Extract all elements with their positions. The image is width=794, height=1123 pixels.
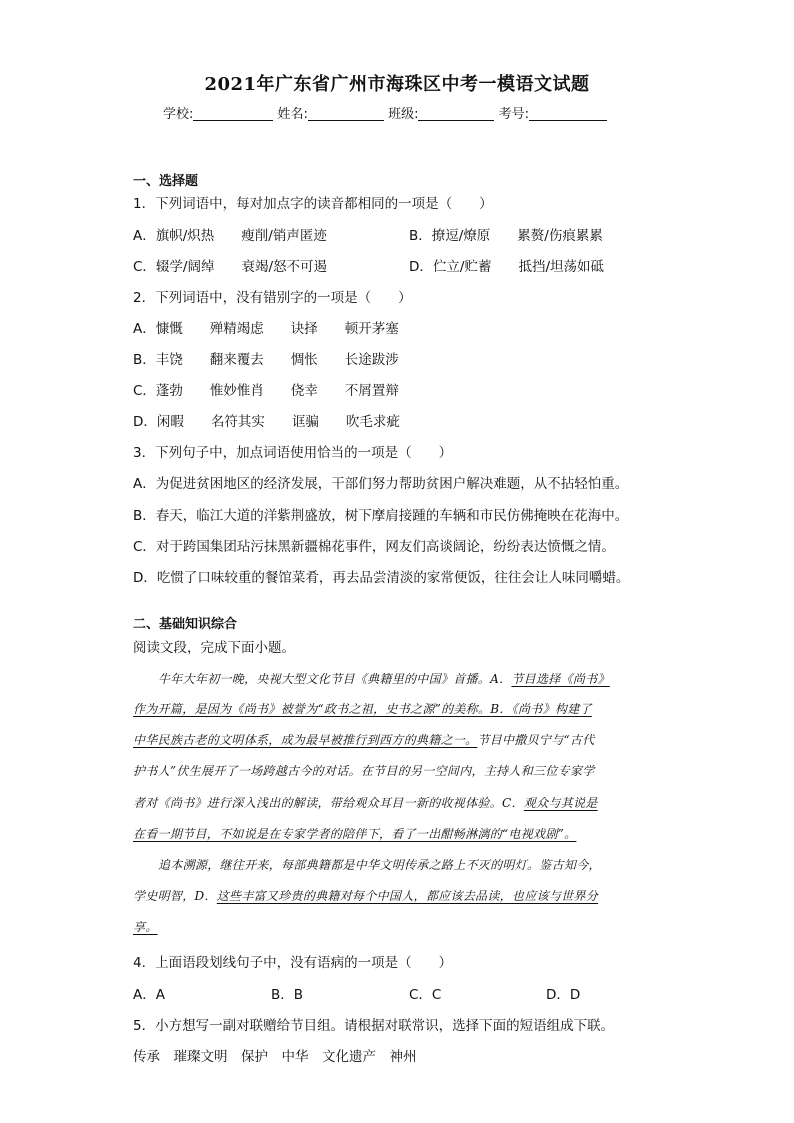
- q3-stem: 3．下列句子中，加点词语使用恰当的一项是（ ）: [133, 445, 453, 461]
- passage-text: 节目中撒贝宁与“古代: [477, 733, 595, 747]
- underlined-sentence-d: 这些丰富又珍贵的典籍对每个中国人，都应该去品读，也应该与世界分: [216, 889, 599, 903]
- passage-line-3: [133, 731, 595, 748]
- q4-stem: 4．上面语段划线句子中，没有语病的一项是（ ）: [133, 955, 453, 971]
- q5-stem: 5．小方想写一副对联赠给节目组。请根据对联常识，选择下面的短语组成下联。: [133, 1018, 615, 1034]
- q4-option-b[interactable]: B．B: [271, 987, 304, 1003]
- q3-option-b[interactable]: B．春天，临江大道的洋紫荆盛放，树下摩肩接踵的车辆和市民仿佛掩映在花海中。: [133, 508, 629, 524]
- passage-line-2: [133, 700, 592, 717]
- school-label: 学校:: [163, 107, 194, 122]
- page-title: 2021年广东省广州市海珠区中考一模语文试题: [204, 74, 590, 95]
- passage-line-4: 护书人”伏生展开了一场跨越古今的对话。在节目的另一空间内，主持人和三位专家学: [133, 764, 595, 778]
- q4-option-d[interactable]: D．D: [546, 987, 581, 1003]
- q2-option-d[interactable]: D．闲暇 名符其实 诓骗 吹毛求疵: [133, 414, 400, 430]
- underlined-sentence-b: B．《尚书》构建了: [490, 702, 592, 716]
- passage-text: 牛年大年初一晚，央视大型文化节目《典籍里的中国》首播。A．: [158, 672, 512, 686]
- passage-line-9: 享。: [133, 920, 158, 934]
- exam-no-label: 考号:: [498, 107, 529, 122]
- q2-option-b[interactable]: B．丰饶 翻来覆去 惆怅 长途跋涉: [133, 352, 399, 368]
- underlined-sentence-c: 观众与其说是: [523, 796, 598, 810]
- q1-option-b[interactable]: B．撩逗/燎原 累赘/伤痕累累: [409, 228, 603, 244]
- q4-option-a[interactable]: A．A: [133, 987, 165, 1003]
- q2-option-a[interactable]: A．慷慨 殚精竭虑 诀择 顿开茅塞: [133, 321, 399, 337]
- passage-line-7: 追本溯源，继往开来，每部典籍都是中华文明传承之路上不灭的明灯。鉴古知今，: [158, 858, 601, 872]
- class-blank[interactable]: [418, 106, 494, 121]
- q1-option-a[interactable]: A．旗帜/炽热 瘦削/销声匿迹: [133, 228, 327, 244]
- q1-stem: 1．下列词语中，每对加点字的读音都相同的一项是（ ）: [133, 196, 493, 212]
- q2-stem: 2．下列词语中，没有错别字的一项是（ ）: [133, 290, 412, 306]
- q4-option-c[interactable]: C．C: [409, 987, 442, 1003]
- underlined-sentence-b: 中华民族古老的文明体系，成为最早被推行到西方的典籍之一。: [133, 733, 478, 747]
- passage-line-5: [133, 794, 598, 811]
- student-info-line: [163, 103, 607, 122]
- q1-option-c[interactable]: C．辍学/阔绰 衰竭/怒不可遏: [133, 259, 328, 275]
- section2-intro: 阅读文段，完成下面小题。: [133, 640, 295, 656]
- passage-text: 学史明智，D．: [133, 889, 217, 903]
- passage-text: 者对《尚书》进行深入浅出的解读，带给观众耳目一新的收视体验。C．: [133, 796, 524, 810]
- q1-option-d[interactable]: D．伫立/贮蓄 抵挡/坦荡如砥: [409, 259, 604, 275]
- section2-heading: 二、基础知识综合: [133, 617, 238, 632]
- exam-no-blank[interactable]: [529, 106, 607, 121]
- q3-option-d[interactable]: D．吃惯了口味较重的餐馆菜肴，再去品尝清淡的家常便饭，往往会让人味同嚼蜡。: [133, 570, 630, 586]
- class-label: 班级:: [388, 107, 419, 122]
- q3-option-c[interactable]: C．对于跨国集团玷污抹黑新疆棉花事件，网友们高谈阔论，纷纷表达愤慨之情。: [133, 539, 615, 555]
- passage-line-8: [133, 887, 598, 904]
- section1-heading: 一、选择题: [133, 174, 199, 189]
- school-blank[interactable]: [193, 106, 273, 121]
- name-blank[interactable]: [308, 106, 384, 121]
- underlined-sentence-a: 节目选择《尚书》: [511, 672, 610, 686]
- q5-word-bank: 传承 璀璨文明 保护 中华 文化遗产 神州: [133, 1049, 417, 1065]
- name-label: 姓名:: [277, 107, 308, 122]
- q3-option-a[interactable]: A．为促进贫困地区的经济发展，干部们努力帮助贫困户解决难题，从不拈轻怕重。: [133, 476, 629, 492]
- q2-option-c[interactable]: C．蓬勃 惟妙惟肖 侥幸 不屑置辩: [133, 383, 399, 399]
- passage-line-1: [158, 670, 610, 687]
- underlined-sentence-a: 作为开篇，是因为《尚书》被誉为“政书之祖，史书之源”的美称。: [133, 702, 491, 716]
- passage-line-6: 在看一期节目，不如说是在专家学者的陪伴下，看了一出酣畅淋漓的“电视戏剧”。: [133, 827, 577, 841]
